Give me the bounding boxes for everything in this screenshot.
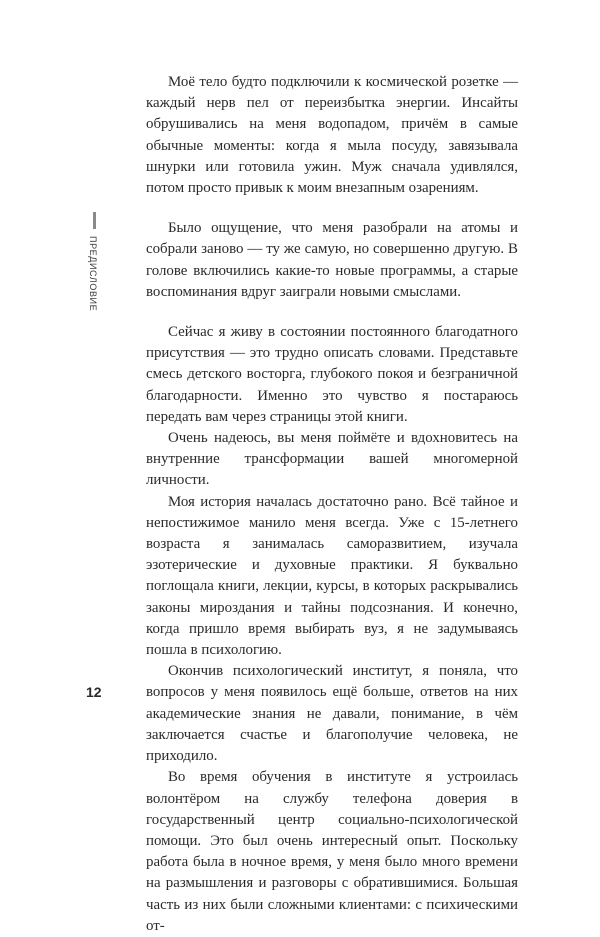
- section-marker-rule: [93, 212, 96, 229]
- paragraph-1: Моё тело будто подключили к космической розетке — каждый нерв пел от переизбытка энергии. Инсайты обрушивались на меня водопадом, причём в самые обычные моменты: когда я мыла посуду, завязывала шнурки или готовила ужин. Муж сначала удивлялся, потом просто привык к моим внезапным озарениям.: [146, 74, 518, 197]
- paragraph-3: Сейчас я живу в состоянии постоянного благодатного присутствия — это трудно описать словами. Представьте смесь детского восторга, глубокого покоя и безграничной благодарности. Именно это чувство я постараюсь передать вам через страницы этой книги.: [146, 324, 518, 425]
- paragraph-6: Окончив психологический институт, я поняла, что вопросов у меня появилось ещё больше, ответов на них академические знания не давали, понимание, в чём заключается счастье и благополучие человека, не приходило.: [146, 663, 518, 765]
- section-label: ПРЕДИСЛОВИЕ: [88, 236, 98, 312]
- paragraph-5: Моя история началась достаточно рано. Всё тайное и непостижимое манило меня всегда. Уже с 15-летнего возраста я занималась саморазвитием, изучала эзотерические и духовные практики. Я буквально поглощала книги, лекции, курсы, в которых раскрывались законы мироздания и тайны подсознания. И конечно, когда пришло время выбирать вуз, я не задумываясь пошла в психологию.: [146, 493, 518, 659]
- paragraph-4: Очень надеюсь, вы меня поймёте и вдохновитесь на внутренние трансформации вашей многомерной личности.: [146, 430, 518, 489]
- paragraph-2: Было ощущение, что меня разобрали на атомы и собрали заново — ту же самую, но совершенно другую. В голове включились какие-то новые программы, а старые воспоминания вдруг заиграли новыми смыслами.: [146, 220, 518, 300]
- paragraph-7: Во время обучения в институте я устроилась волонтёром на службу телефона доверия в государственный центр социально-психологической помощи. Это был очень интересный опыт. Поскольку работа была в ночное время, у меня было много времени на размышления и разговоры с обратившимися. Большая часть из них были сложными клиентами: с психическими от-: [146, 769, 518, 934]
- page-number: 12: [86, 684, 102, 700]
- body-text: [146, 72, 518, 937]
